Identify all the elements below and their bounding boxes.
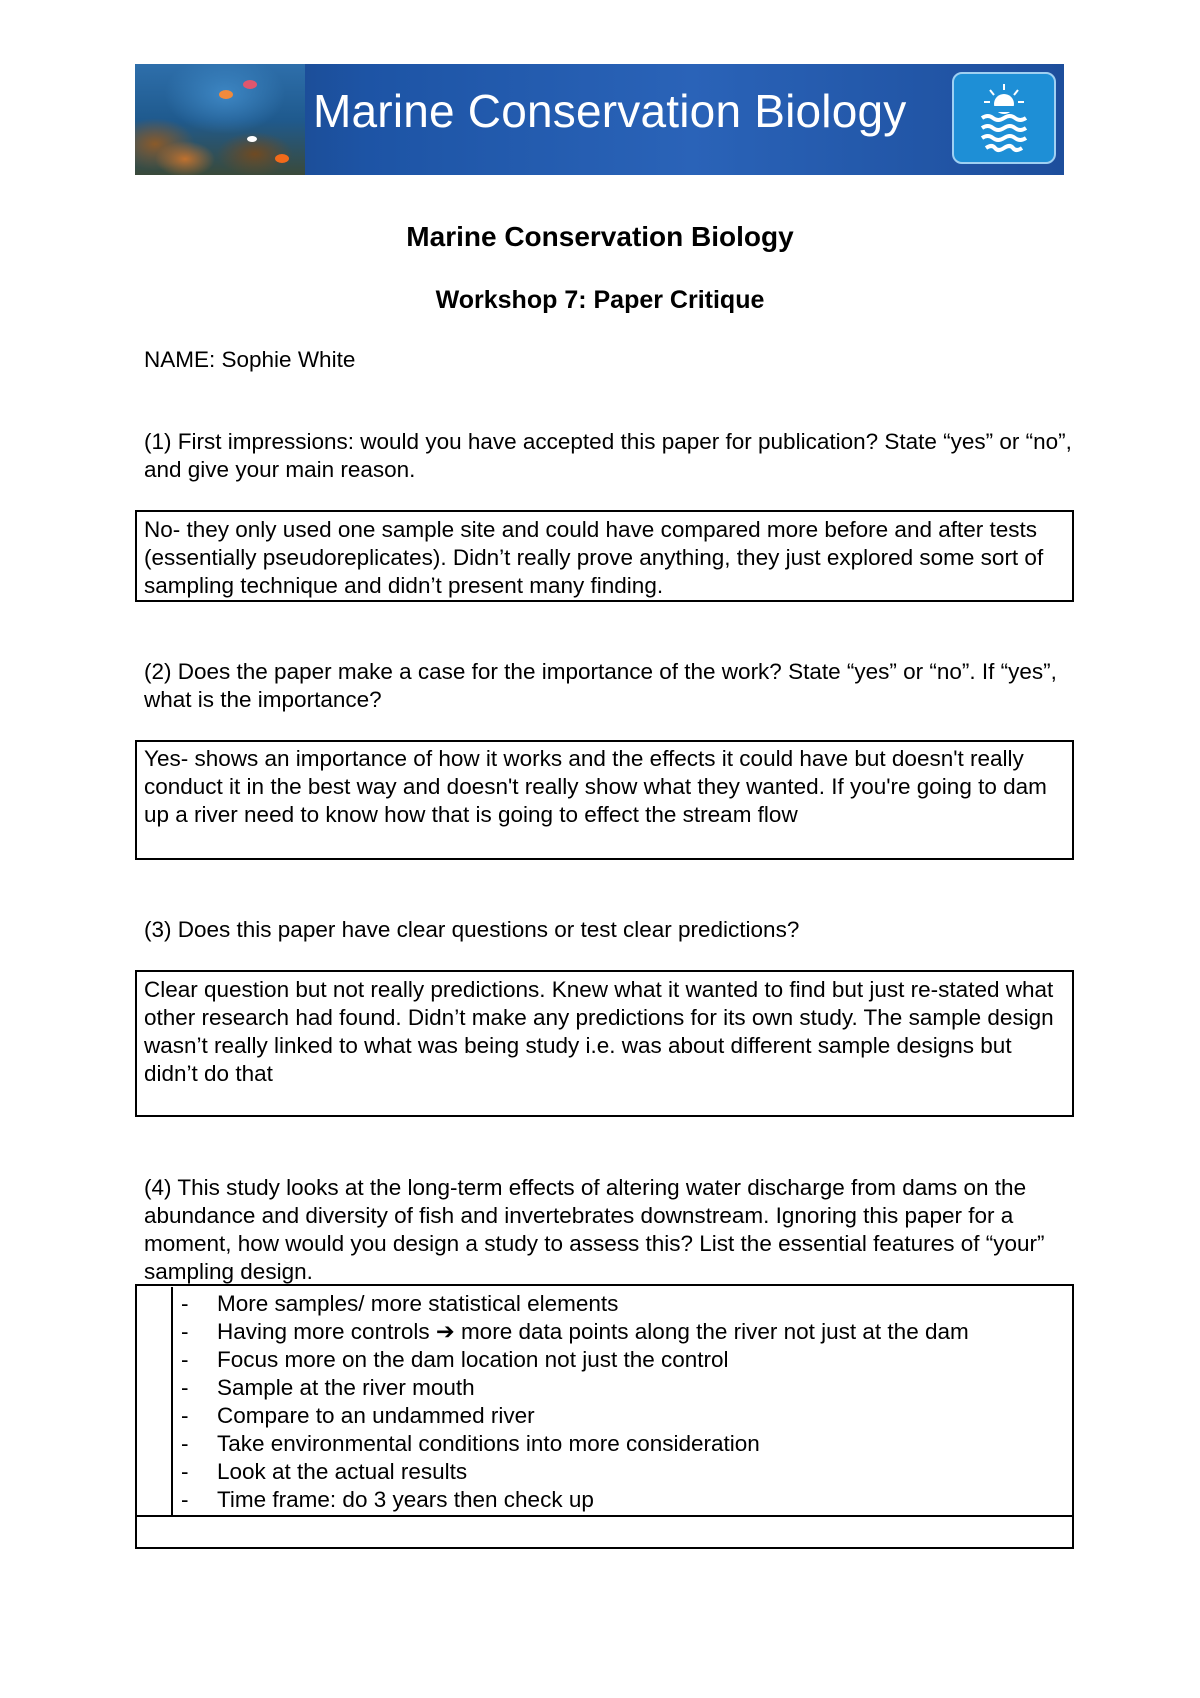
fish-icon — [275, 154, 289, 163]
list-item: - Having more controls ➔ more data points along the river not just at the dam — [181, 1319, 969, 1344]
list-item: - Sample at the river mouth — [181, 1375, 475, 1400]
fish-icon — [247, 136, 257, 142]
question-1-prompt: (1) First impressions: would you have accepted this paper for publication? State “yes” or “no”, and give your main reason. — [144, 429, 1072, 482]
waves-sun-logo-icon — [952, 72, 1056, 164]
answer-2-text: Yes- shows an importance of how it works and the effects it could have but doesn't really conduct it in the best way and doesn't really show what they wanted. If you're going to dam up a river need to know how that is going to effect the stream flow — [144, 746, 1047, 827]
fish-icon — [243, 80, 257, 89]
question-2-prompt: (2) Does the paper make a case for the importance of the work? State “yes” or “no”. If “yes”, what is the importance? — [144, 659, 1057, 712]
answer-4-empty-row[interactable] — [135, 1515, 1074, 1549]
list-item: - Compare to an undammed river — [181, 1403, 535, 1428]
answer-3-text: Clear question but not really predictions. Knew what it wanted to find but just re-stated what other research had found. Didn’t make any predictions for its own study. The sample design wasn’t really linked to what was being study i.e. was about different sample designs but didn’t do that — [144, 977, 1054, 1086]
question-3-prompt: (3) Does this paper have clear questions or test clear predictions? — [144, 917, 800, 942]
student-name: NAME: Sophie White — [144, 347, 356, 372]
list-item: - Take environmental conditions into more consideration — [181, 1431, 760, 1456]
banner-title: Marine Conservation Biology — [313, 85, 907, 137]
answer-1-text: No- they only used one sample site and could have compared more before and after tests (essentially pseudoreplicates). Didn’t really prove anything, they just explored some sort of sampling technique and didn’t present many finding. — [144, 517, 1044, 598]
sampling-design-list — [171, 1290, 1071, 1514]
list-item: - More samples/ more statistical elements — [181, 1291, 619, 1316]
coral-reef-photo — [135, 64, 305, 175]
list-item: - Focus more on the dam location not just the control — [181, 1347, 729, 1372]
question-4-prompt: (4) This study looks at the long-term effects of altering water discharge from dams on the abundance and diversity of fish and invertebrates downstream. Ignoring this paper for a moment, how would you design a study to assess this? List the essential features of “your” sampling design. — [144, 1175, 1045, 1284]
document-title: Marine Conservation Biology — [406, 221, 794, 252]
course-banner — [135, 64, 1064, 175]
workshop-subtitle: Workshop 7: Paper Critique — [435, 286, 765, 314]
list-item: - Time frame: do 3 years then check up — [181, 1487, 594, 1512]
list-item: - Look at the actual results — [181, 1459, 468, 1484]
fish-icon — [219, 90, 233, 99]
